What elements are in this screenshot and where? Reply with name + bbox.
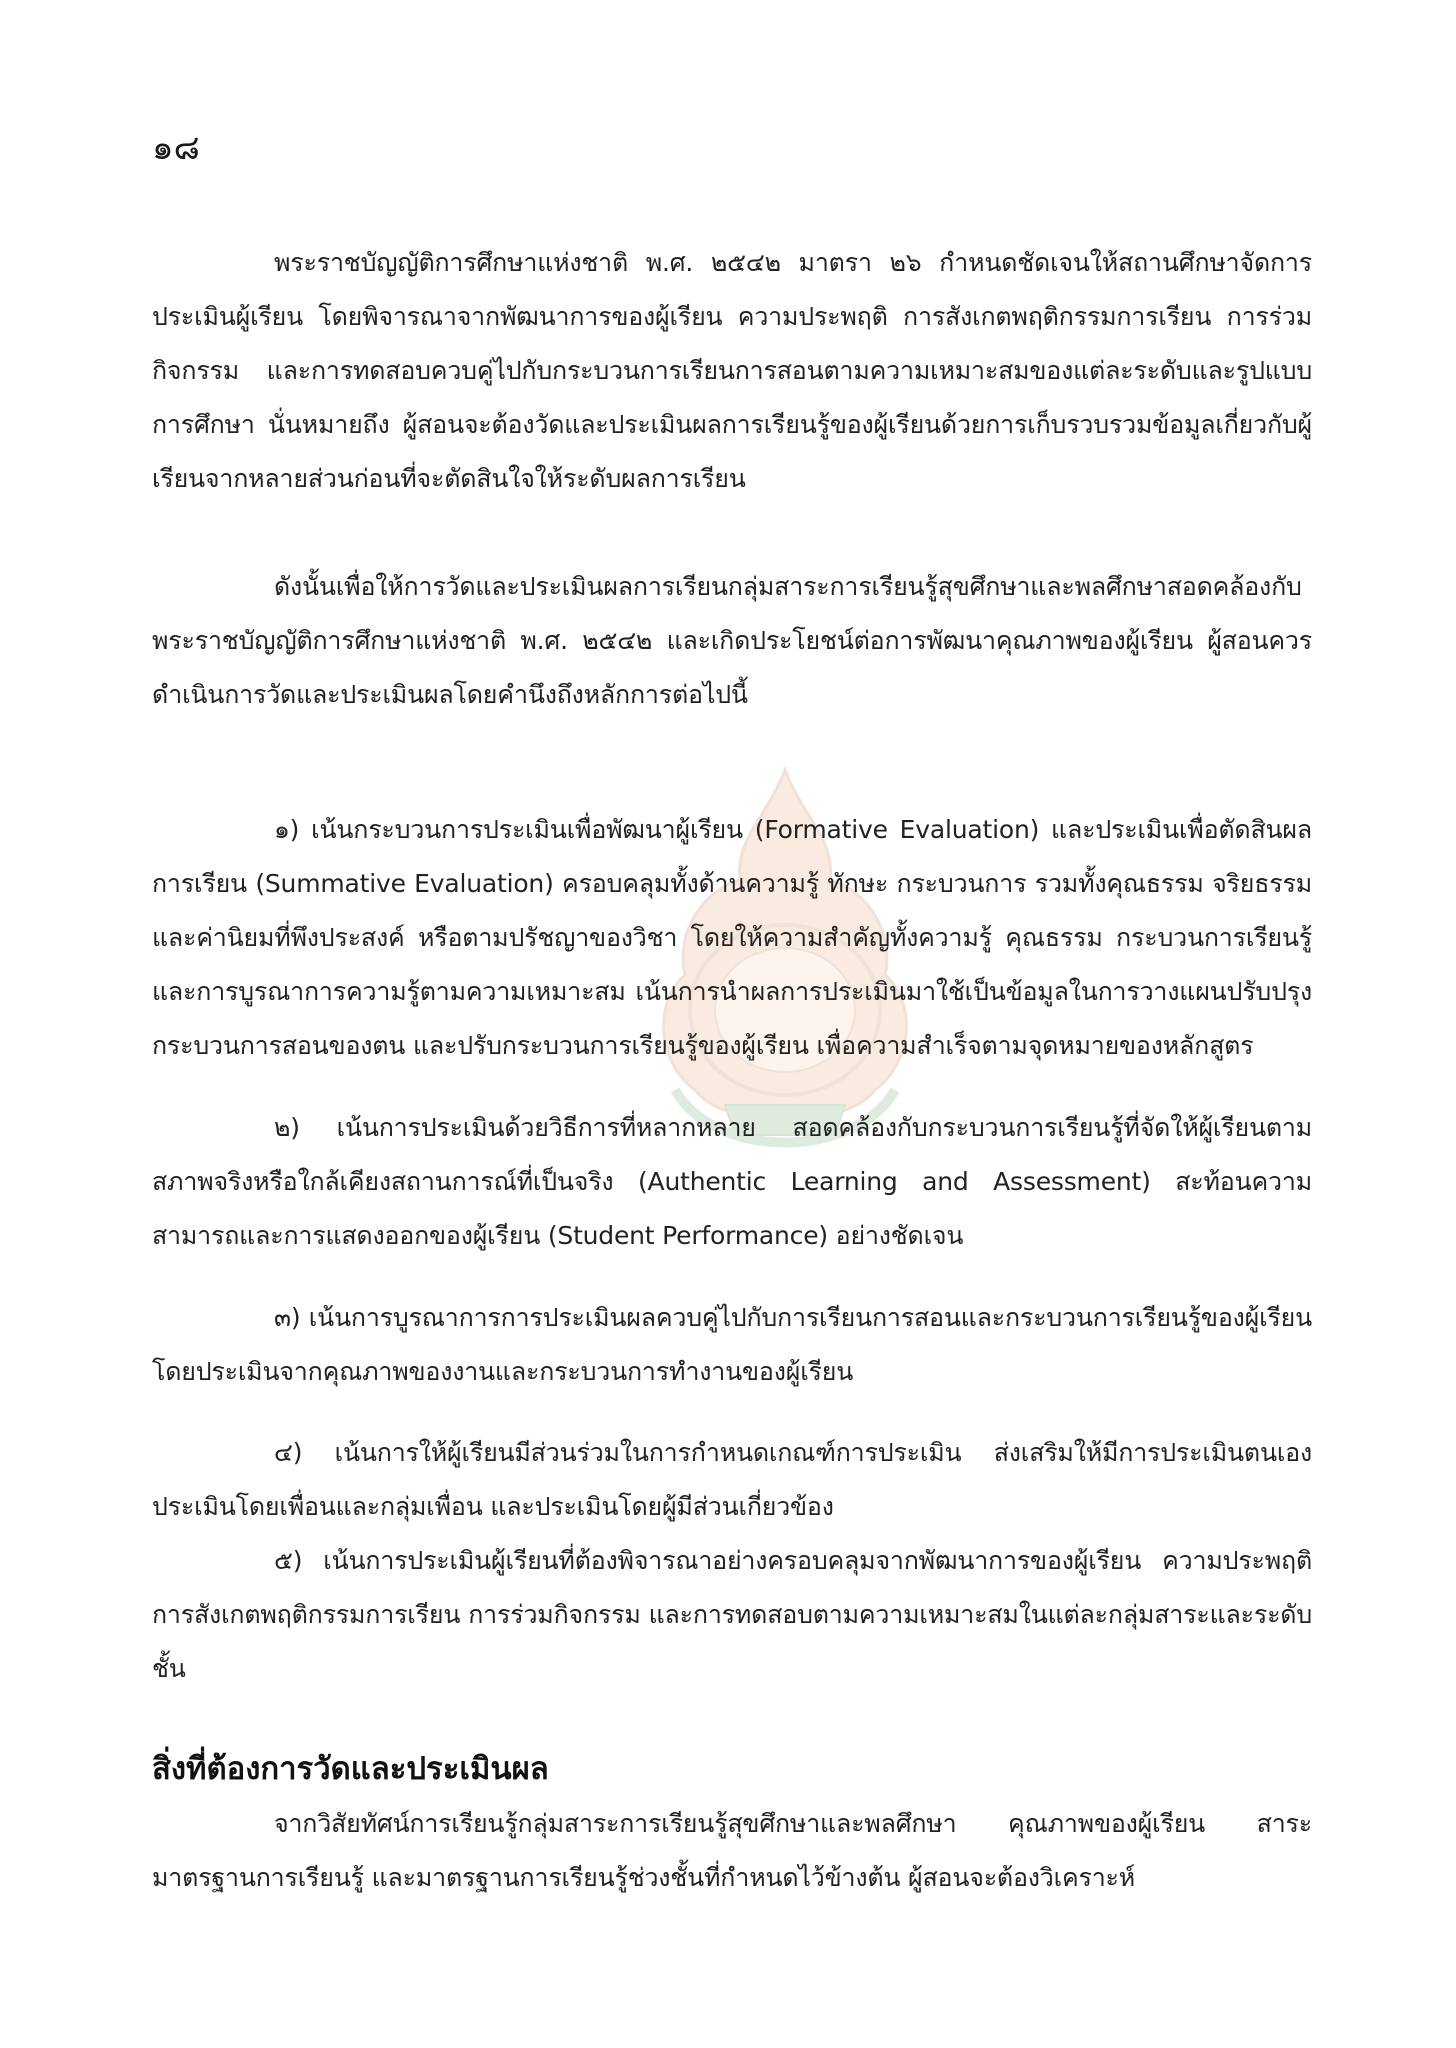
principles-intro-paragraph: ดังนั้นเพื่อให้การวัดและประเมินผลการเรียนกลุ่มสาระการเรียนรู้สุขศึกษาและพลศึกษาสอดคล้องกับพระราชบัญญัติการศึกษาแห่งชาติ พ.ศ. ๒๕๔๒ และเกิดประโยชน์ต่อการพัฒนาคุณภาพของผู้เรียน ผู้สอนควรดำเนินการวัดและประเมินผลโดยคำนึงถึงหลักการต่อไปนี้ [152,572,1312,709]
intro-paragraph: พระราชบัญญัติการศึกษาแห่งชาติ พ.ศ. ๒๕๔๒ มาตรา ๒๖ กำหนดชัดเจนให้สถานศึกษาจัดการประเมินผู้เรียน โดยพิจารณาจากพัฒนาการของผู้เรียน ความประพฤติ การสังเกตพฤติกรรมการเรียน การร่วมกิจกรรม และการทดสอบควบคู่ไปกับกระบวนการเรียนการสอนตามความเหมาะสมของแต่ละระดับและรูปแบบการศึกษา นั่นหมายถึง ผู้สอนจะต้องวัดและประเมินผลการเรียนรู้ของผู้เรียนด้วยการเก็บรวบรวมข้อมูลเกี่ยวกับผู้เรียนจากหลายส่วนก่อนที่จะตัดสินใจให้ระดับผลการเรียน [152,248,1312,493]
page-number: ๑๘ [152,128,200,168]
section-heading: สิ่งที่ต้องการวัดและประเมินผล [152,1751,549,1787]
principle-item-3: ๓) เน้นการบูรณาการการประเมินผลควบคู่ไปกับการเรียนการสอนและกระบวนการเรียนรู้ของผู้เรียน โดยประเมินจากคุณภาพของงานและกระบวนการทำงานของผู้เรียน [152,1303,1312,1386]
principle-item-4: ๔) เน้นการให้ผู้เรียนมีส่วนร่วมในการกำหนดเกณฑ์การประเมิน ส่งเสริมให้มีการประเมินตนเอง ประเมินโดยเพื่อนและกลุ่มเพื่อน และประเมินโดยผู้มีส่วนเกี่ยวข้อง [152,1438,1312,1521]
principle-item-2: ๒) เน้นการประเมินด้วยวิธีการที่หลากหลาย สอดคล้องกับกระบวนการเรียนรู้ที่จัดให้ผู้เรียนตามสภาพจริงหรือใกล้เคียงสถานการณ์ที่เป็นจริง (Authentic Learning and Assessment) สะท้อนความสามารถและการแสดงออกของผู้เรียน (Student Performance) อย่างชัดเจน [152,1113,1312,1250]
section-paragraph: จากวิสัยทัศน์การเรียนรู้กลุ่มสาระการเรียนรู้สุขศึกษาและพลศึกษา คุณภาพของผู้เรียน สาระมาตรฐานการเรียนรู้ และมาตรฐานการเรียนรู้ช่วงชั้นที่กำหนดไว้ข้างต้น ผู้สอนจะต้องวิเคราะห์ [152,1809,1312,1892]
principle-item-5: ๕) เน้นการประเมินผู้เรียนที่ต้องพิจารณาอย่างครอบคลุมจากพัฒนาการของผู้เรียน ความประพฤติ การสังเกตพฤติกรรมการเรียน การร่วมกิจกรรม และการทดสอบตามความเหมาะสมในแต่ละกลุ่มสาระและระดับชั้น [152,1546,1312,1683]
principle-item-1: ๑) เน้นกระบวนการประเมินเพื่อพัฒนาผู้เรียน (Formative Evaluation) และประเมินเพื่อตัดสินผลการเรียน (Summative Evaluation) ครอบคลุมทั้งด้านความรู้ ทักษะ กระบวนการ รวมทั้งคุณธรรม จริยธรรม และค่านิยมที่พึงประสงค์ หรือตามปรัชญาของวิชา โดยให้ความสำคัญทั้งความรู้ คุณธรรม กระบวนการเรียนรู้ และการบูรณาการความรู้ตามความเหมาะสม เน้นการนำผลการประเมินมาใช้เป็นข้อมูลในการวางแผนปรับปรุงกระบวนการสอนของตน และปรับกระบวนการเรียนรู้ของผู้เรียน เพื่อความสำเร็จตามจุดหมายของหลักสูตร [152,815,1312,1060]
